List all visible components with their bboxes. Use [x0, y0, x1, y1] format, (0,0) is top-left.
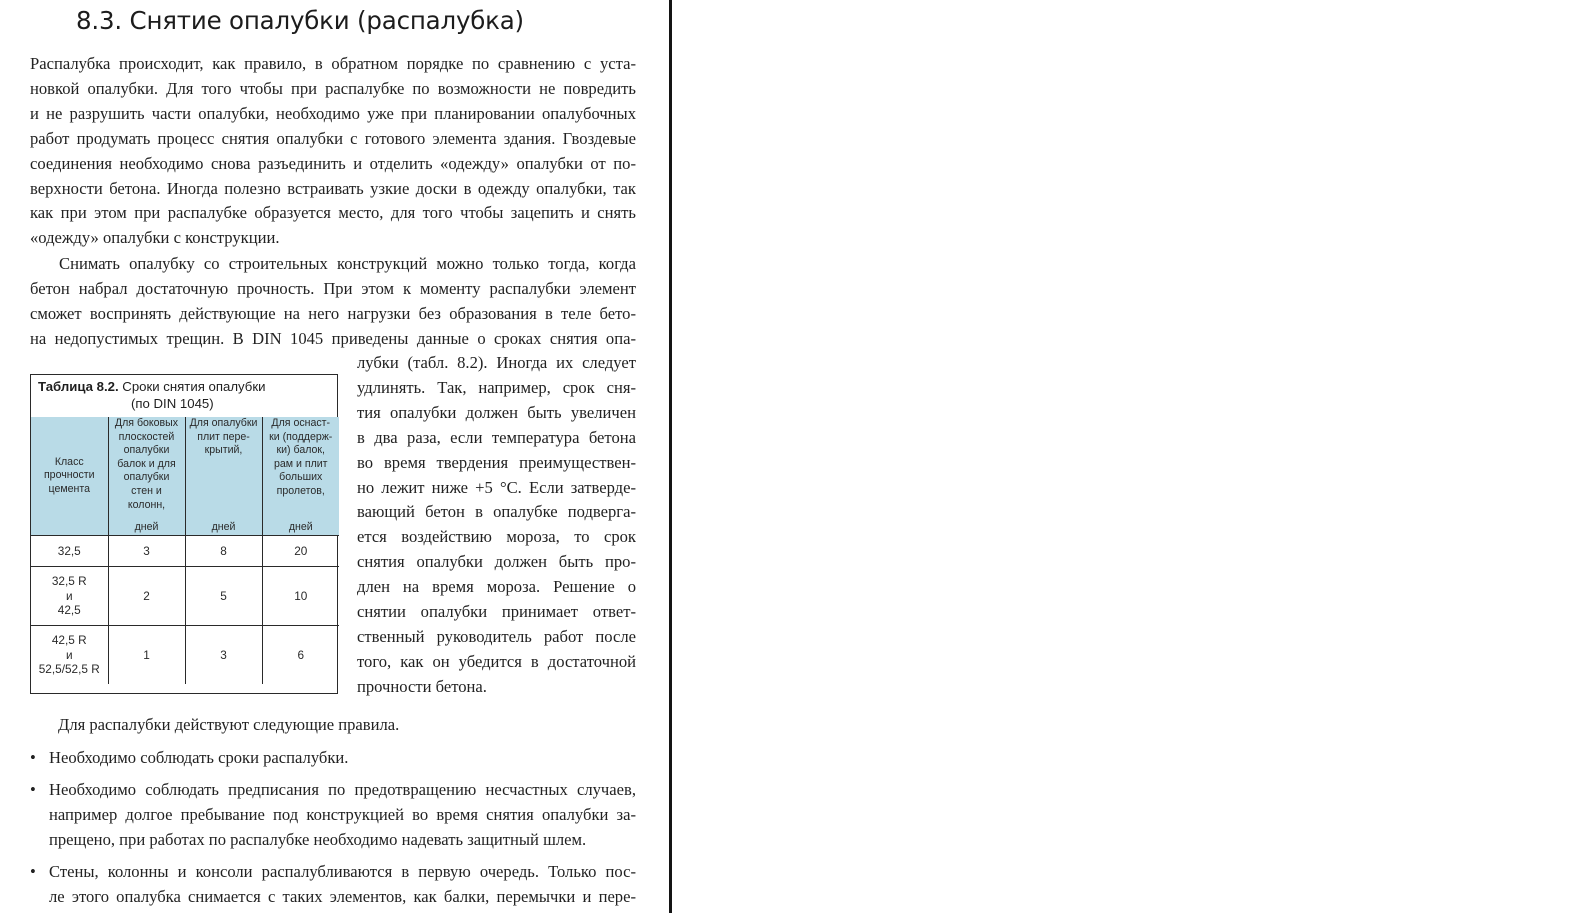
text-line: ственный руководитель работ после: [357, 626, 636, 646]
text-line: Необходимо соблюдать предписания по предотвращению несчастных случаев,: [49, 780, 636, 799]
text-line: вающий бетон в опалубке подверга-: [357, 502, 636, 522]
cell-class: [31, 567, 108, 626]
header-line: крытий,: [204, 444, 243, 457]
text-line: но лежит ниже +5 °С. Если затверде-: [357, 477, 636, 497]
cell-text: 32,5 R: [51, 573, 87, 588]
paragraph-intro: [30, 52, 636, 251]
table-row: [31, 536, 339, 567]
header-line: плит пере-: [197, 430, 250, 443]
header-line: стен и: [131, 484, 162, 497]
header-cement-class: [31, 417, 108, 536]
cell-value: 3: [185, 626, 262, 685]
header-slabs: [185, 417, 262, 536]
header-line: Класс: [54, 455, 84, 468]
document-page: [0, 0, 670, 913]
header-line: пролетов,: [276, 484, 325, 497]
text-line: на недопустимых трещин. В DIN 1045 приведены данные о сроках снятия опа-: [30, 328, 636, 348]
table-grid: [31, 417, 339, 684]
text-line: лубки (табл. 8.2). Иногда их следует: [357, 353, 636, 372]
header-line: больших: [279, 471, 323, 484]
cell-text: и: [65, 588, 73, 603]
cell-text: и: [65, 647, 73, 662]
text-line: прочности бетона.: [357, 676, 487, 696]
table-caption: [31, 375, 337, 418]
text-line: сможет воспринять действующие на него нагрузки без образования в теле бето-: [30, 303, 636, 323]
cell-value: 1: [108, 626, 185, 685]
list-item-text: [49, 778, 636, 853]
text-line: Необходимо соблюдать сроки распалубки.: [49, 748, 349, 767]
bullet-marker: •: [30, 862, 36, 881]
text-line: того, как он убедится в достаточной: [357, 651, 636, 671]
bullet-marker: •: [30, 748, 36, 767]
header-line: ки (поддерж-: [269, 430, 333, 443]
table-caption-label: Таблица 8.2.: [38, 379, 119, 394]
header-line: колонн,: [127, 498, 166, 511]
cell-text: 32,5: [57, 543, 81, 558]
cell-value: 8: [185, 536, 262, 567]
paragraph-strength-wrap: [357, 351, 636, 700]
text-line: во время твердения преимуществен-: [357, 452, 636, 472]
header-unit: дней: [211, 521, 236, 534]
header-line: прочности: [43, 469, 95, 482]
text-line: тия опалубки должен быть увеличен: [357, 402, 636, 422]
cell-value: 20: [262, 536, 339, 567]
rules-intro: Для распалубки действуют следующие правила.: [58, 715, 400, 734]
text-line: бетон набрал достаточную прочность. При этом к моменту распалубки элемент: [30, 278, 636, 298]
cell-value: 5: [185, 567, 262, 626]
header-line: ки) балок,: [276, 444, 325, 457]
text-line: верхности бетона. Иногда полезно встраивать узкие доски в одежду опалубки, так: [30, 178, 636, 198]
header-line: опалубки: [123, 471, 170, 484]
header-supports: [262, 417, 339, 536]
header-line: Для опалубки: [189, 417, 258, 429]
header-line: опалубки: [123, 444, 170, 457]
header-line: балок и для: [117, 457, 176, 470]
page-divider: [669, 0, 672, 913]
cell-text: 52,5/52,5 R: [38, 662, 100, 677]
cell-text: 42,5 R: [51, 632, 87, 647]
list-item-text: [49, 860, 636, 910]
text-line: длен на время мороза. Решение о: [357, 577, 636, 597]
header-side-walls: [108, 417, 185, 536]
cell-value: 10: [262, 567, 339, 626]
formwork-removal-table: [30, 374, 338, 694]
text-line: удлинять. Так, например, срок сня-: [357, 377, 636, 397]
text-line: например долгое пребывание под конструкцией во время снятия опалубки за-: [49, 804, 636, 824]
section-heading: 8.3. Снятие опалубки (распалубка): [76, 6, 524, 35]
header-line: плоскостей: [118, 430, 175, 443]
header-line: Для оснаст-: [271, 417, 331, 429]
paragraph-strength: [30, 252, 636, 352]
text-line: прещено, при работах по распалубке необходимо надевать защитный шлем.: [49, 829, 587, 849]
header-line: цемента: [48, 482, 90, 495]
list-item-text: [49, 746, 636, 771]
cell-text: 42,5: [57, 603, 81, 618]
cell-value: 6: [262, 626, 339, 685]
header-unit: дней: [288, 521, 313, 534]
text-line: в два раза, если температура бетона: [357, 427, 636, 447]
cell-class: [31, 626, 108, 685]
text-line: снятии опалубки принимает ответ-: [357, 602, 636, 622]
cell-value: 2: [108, 567, 185, 626]
text-line: Распалубка происходит, как правило, в обратном порядке по сравнению с уста-: [30, 54, 636, 73]
bullet-marker: •: [30, 780, 36, 799]
text-line: снятия опалубки должен быть про-: [357, 552, 636, 572]
header-line: Для боковых: [114, 417, 179, 429]
text-line: как при этом при распалубке образуется место, для того чтобы зацепить и снять: [30, 203, 636, 223]
text-line: ется воздействию мороза, то срок: [357, 527, 636, 547]
text-line: новкой опалубки. Для того чтобы при распалубке по возможности не повредить: [30, 78, 636, 98]
header-line: рам и плит: [273, 457, 328, 470]
table-caption-sub: (по DIN 1045): [131, 396, 214, 411]
text-line: и не разрушить части опалубки, необходимо уже при планировании опалубочных: [30, 103, 636, 123]
table-row: [31, 567, 339, 626]
text-line: Стены, колонны и консоли распалубливаются в первую очередь. Только пос-: [49, 862, 636, 881]
text-line: соединения необходимо снова разъединить и отделить «одежду» опалубки от по-: [30, 153, 636, 173]
cell-value: 3: [108, 536, 185, 567]
text-line: Снимать опалубку со строительных конструкций можно только тогда, когда: [59, 254, 636, 273]
text-line: «одежду» опалубки с конструкции.: [30, 228, 280, 248]
text-line: ле этого опалубка снимается с таких элементов, как балки, перемычки и пере-: [49, 886, 636, 906]
header-unit: дней: [134, 521, 159, 534]
cell-class: [31, 536, 108, 567]
table-caption-title: Сроки снятия опалубки: [122, 379, 266, 394]
table-row: [31, 626, 339, 685]
text-line: работ продумать процесс снятия опалубки с готового элемента здания. Гвоздевые: [30, 128, 636, 148]
